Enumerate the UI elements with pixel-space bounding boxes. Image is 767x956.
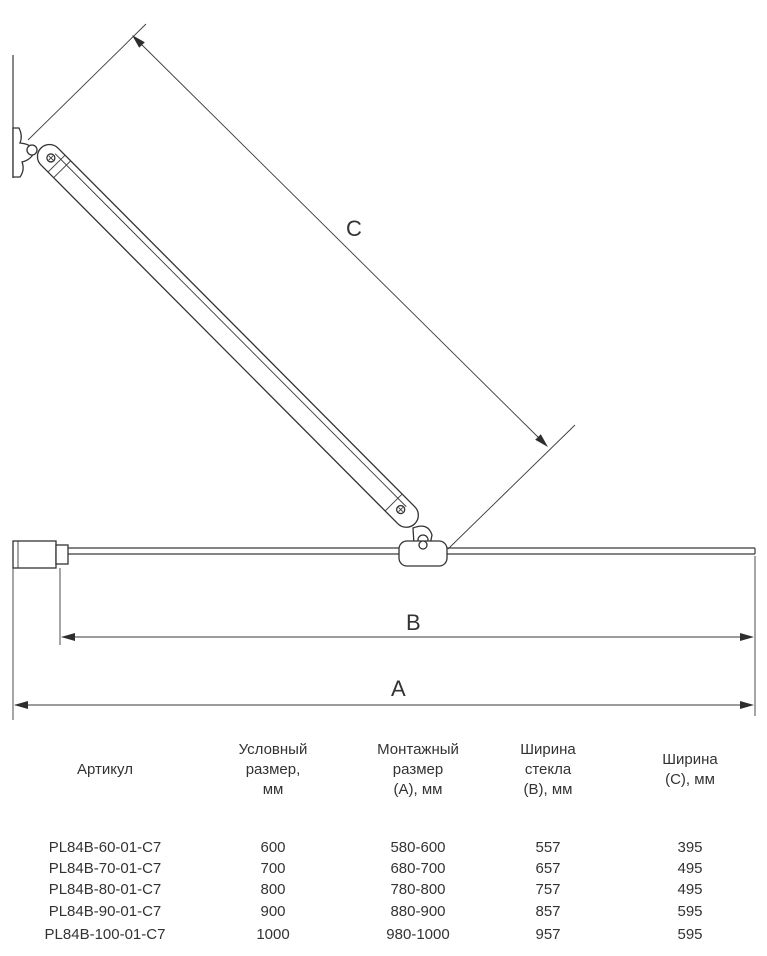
cell-width-c: 495: [677, 881, 703, 898]
cell-glass: 657: [535, 860, 561, 877]
arrow-b-left: [61, 633, 75, 641]
cell-article: PL84B-80-01-C7: [48, 881, 162, 898]
cell-mounting: 880-900: [390, 903, 446, 920]
extension-line-c-bottom: [448, 425, 575, 549]
cell-mounting: 580-600: [390, 839, 446, 856]
support-arm: [32, 140, 423, 533]
cell-width-c: 595: [677, 903, 703, 920]
cell-article: PL84B-60-01-C7: [48, 839, 162, 856]
cell-glass: 757: [535, 881, 561, 898]
dimension-label-c: C: [346, 216, 362, 241]
cell-width-c: 595: [677, 926, 703, 943]
dimension-b: [60, 568, 754, 645]
cell-nominal: 1000: [256, 926, 290, 943]
dimension-line-c: [134, 37, 546, 445]
cell-article: PL84B-90-01-C7: [48, 903, 162, 920]
cell-mounting: 780-800: [390, 881, 446, 898]
header-article: Артикул: [77, 761, 133, 778]
cell-mounting: 980-1000: [386, 926, 450, 943]
cell-glass: 857: [535, 903, 561, 920]
dimension-label-a: A: [391, 676, 406, 701]
cell-width-c: 395: [677, 839, 703, 856]
cell-nominal: 900: [260, 903, 286, 920]
header-nominal-size: Условный размер, мм: [238, 741, 308, 798]
header-width-c: Ширина (C), мм: [662, 751, 718, 788]
wall-profile: [13, 541, 68, 568]
cell-article: PL84B-70-01-C7: [48, 860, 162, 877]
cell-glass: 557: [535, 839, 561, 856]
cell-nominal: 600: [260, 839, 286, 856]
cell-article: PL84B-100-01-C7: [44, 926, 166, 943]
arrow-a-left: [14, 701, 28, 709]
cell-nominal: 800: [260, 881, 286, 898]
dimension-c: [28, 24, 575, 549]
header-glass-width: Ширина стекла (B), мм: [520, 741, 576, 798]
cell-nominal: 700: [260, 860, 286, 877]
dimension-a: [13, 556, 755, 720]
cell-glass: 957: [535, 926, 561, 943]
dimension-label-b: B: [406, 610, 421, 635]
cell-mounting: 680-700: [390, 860, 446, 877]
extension-line-c-top: [28, 24, 146, 140]
glass-clamp: [399, 541, 447, 566]
arrow-a-right: [740, 701, 754, 709]
cell-width-c: 495: [677, 860, 703, 877]
arrow-b-right: [740, 633, 754, 641]
wall-bracket: [13, 128, 37, 177]
header-mounting-size: Монтажный размер (A), мм: [377, 741, 459, 798]
